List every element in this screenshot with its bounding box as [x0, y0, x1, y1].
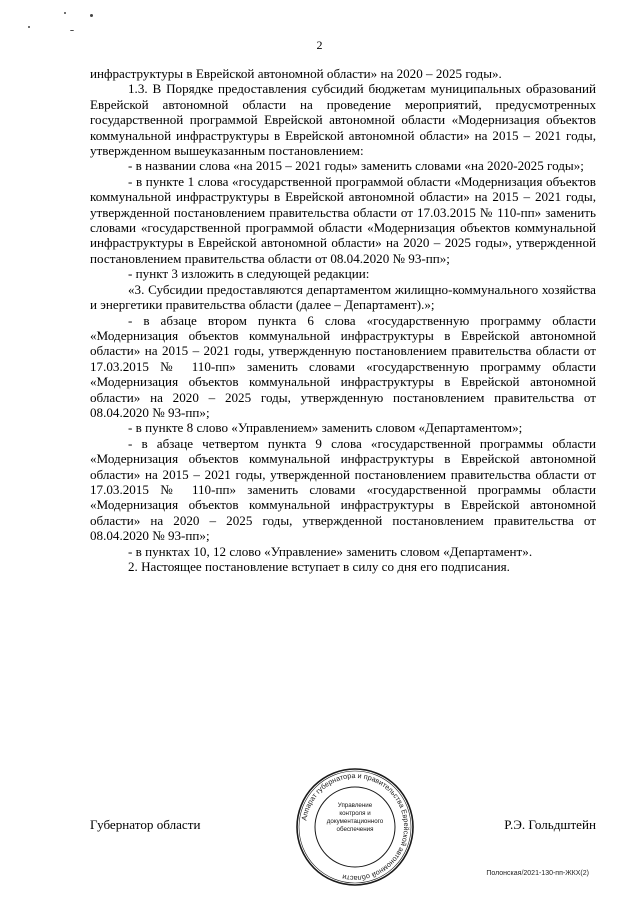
scan-specks: [26, 6, 96, 36]
paragraph: - пункт 3 изложить в следующей редакции:: [128, 266, 370, 282]
paragraph: - в названии слова «на 2015 – 2021 годы» заменить словами «на 2020-2025 годы»;: [128, 158, 584, 174]
paragraph: - в пункте 1 слова «государственной программой области «Модернизация объектов коммунальной инфраструктуры в Еврейской автономной области» на 2015 – 2021 годы, утвержденной постановлением правительства области от 17.03.2015 № 110-пп» заменить словами «государственной программой области «Модернизация объектов коммунальной инфраструктуры в Еврейской автономной области» на 2020 – 2025 годы», утвержденной постановлением правительства области от 08.04.2020 № 93-пп»;: [90, 173, 596, 266]
paragraph: «3. Субсидии предоставляются департаментом жилищно-коммунального хозяйства и энергетики правительства области (далее – Департамент).»;: [90, 281, 596, 313]
page-number: 2: [316, 38, 323, 52]
paragraph: инфраструктуры в Еврейской автономной области» на 2020 – 2025 годы».: [90, 66, 502, 81]
signatory-title: Губернатор области: [90, 817, 201, 832]
document-reference: Полонская/2021-130-пп-ЖКХ(2): [486, 870, 589, 877]
seal-ring-text-path: Аппарат губернатора и правительства Еврейской автономной области: [299, 770, 412, 884]
paragraph: - в пунктах 10, 12 слово «Управление» заменить словом «Департамент».: [128, 543, 533, 559]
official-seal: [284, 767, 426, 887]
document-body: [90, 66, 596, 574]
paragraph: 2. Настоящее постановление вступает в силу со дня его подписания.: [128, 559, 510, 574]
paragraph: 1.3. В Порядке предоставления субсидий бюджетам муниципальных образований Еврейской автономной области на проведение мероприятий, предусмотренных государственной программой Еврейской автономной области «Модернизация объектов коммунальной инфраструктуры в Еврейской автономной области» на 2015 – 2021 годы, утвержденном вышеуказанным постановлением:: [90, 81, 596, 159]
signatory-name: Р.Э. Гольдштейн: [504, 817, 596, 832]
seal-inner-text: Управление контроля и документационного обеспечения: [326, 802, 384, 833]
paragraph: - в абзаце втором пункта 6 слова «государственную программу области «Модернизация объектов коммунальной инфраструктуры в Еврейской автономной области» на 2015 – 2021 годы, утвержденную постановлением правительства области от 17.03.2015 № 110-пп» заменить словами «государственную программу области «Модернизация объектов коммунальной инфраструктуры в Еврейской автономной области» на 2020 – 2025 годы, утвержденную постановлением правительства от 08.04.2020 № 93-пп»;: [90, 312, 596, 420]
paragraph: - в пункте 8 слово «Управлением» заменить словом «Департаментом»;: [128, 420, 523, 436]
paragraph: - в абзаце четвертом пункта 9 слова «государственной программы области «Модернизация объектов коммунальной инфраструктуры в Еврейской автономной области» на 2015 – 2021 годы, утвержденной постановлением правительства области от 17.03.2015 № 110-пп» заменить словами «государственной программы области «Модернизация объектов коммунальной инфраструктуры в Еврейской автономной области» на 2020 – 2025 годы, утвержденной постановлением правительства от 08.04.2020 № 93-пп»;: [90, 435, 596, 544]
